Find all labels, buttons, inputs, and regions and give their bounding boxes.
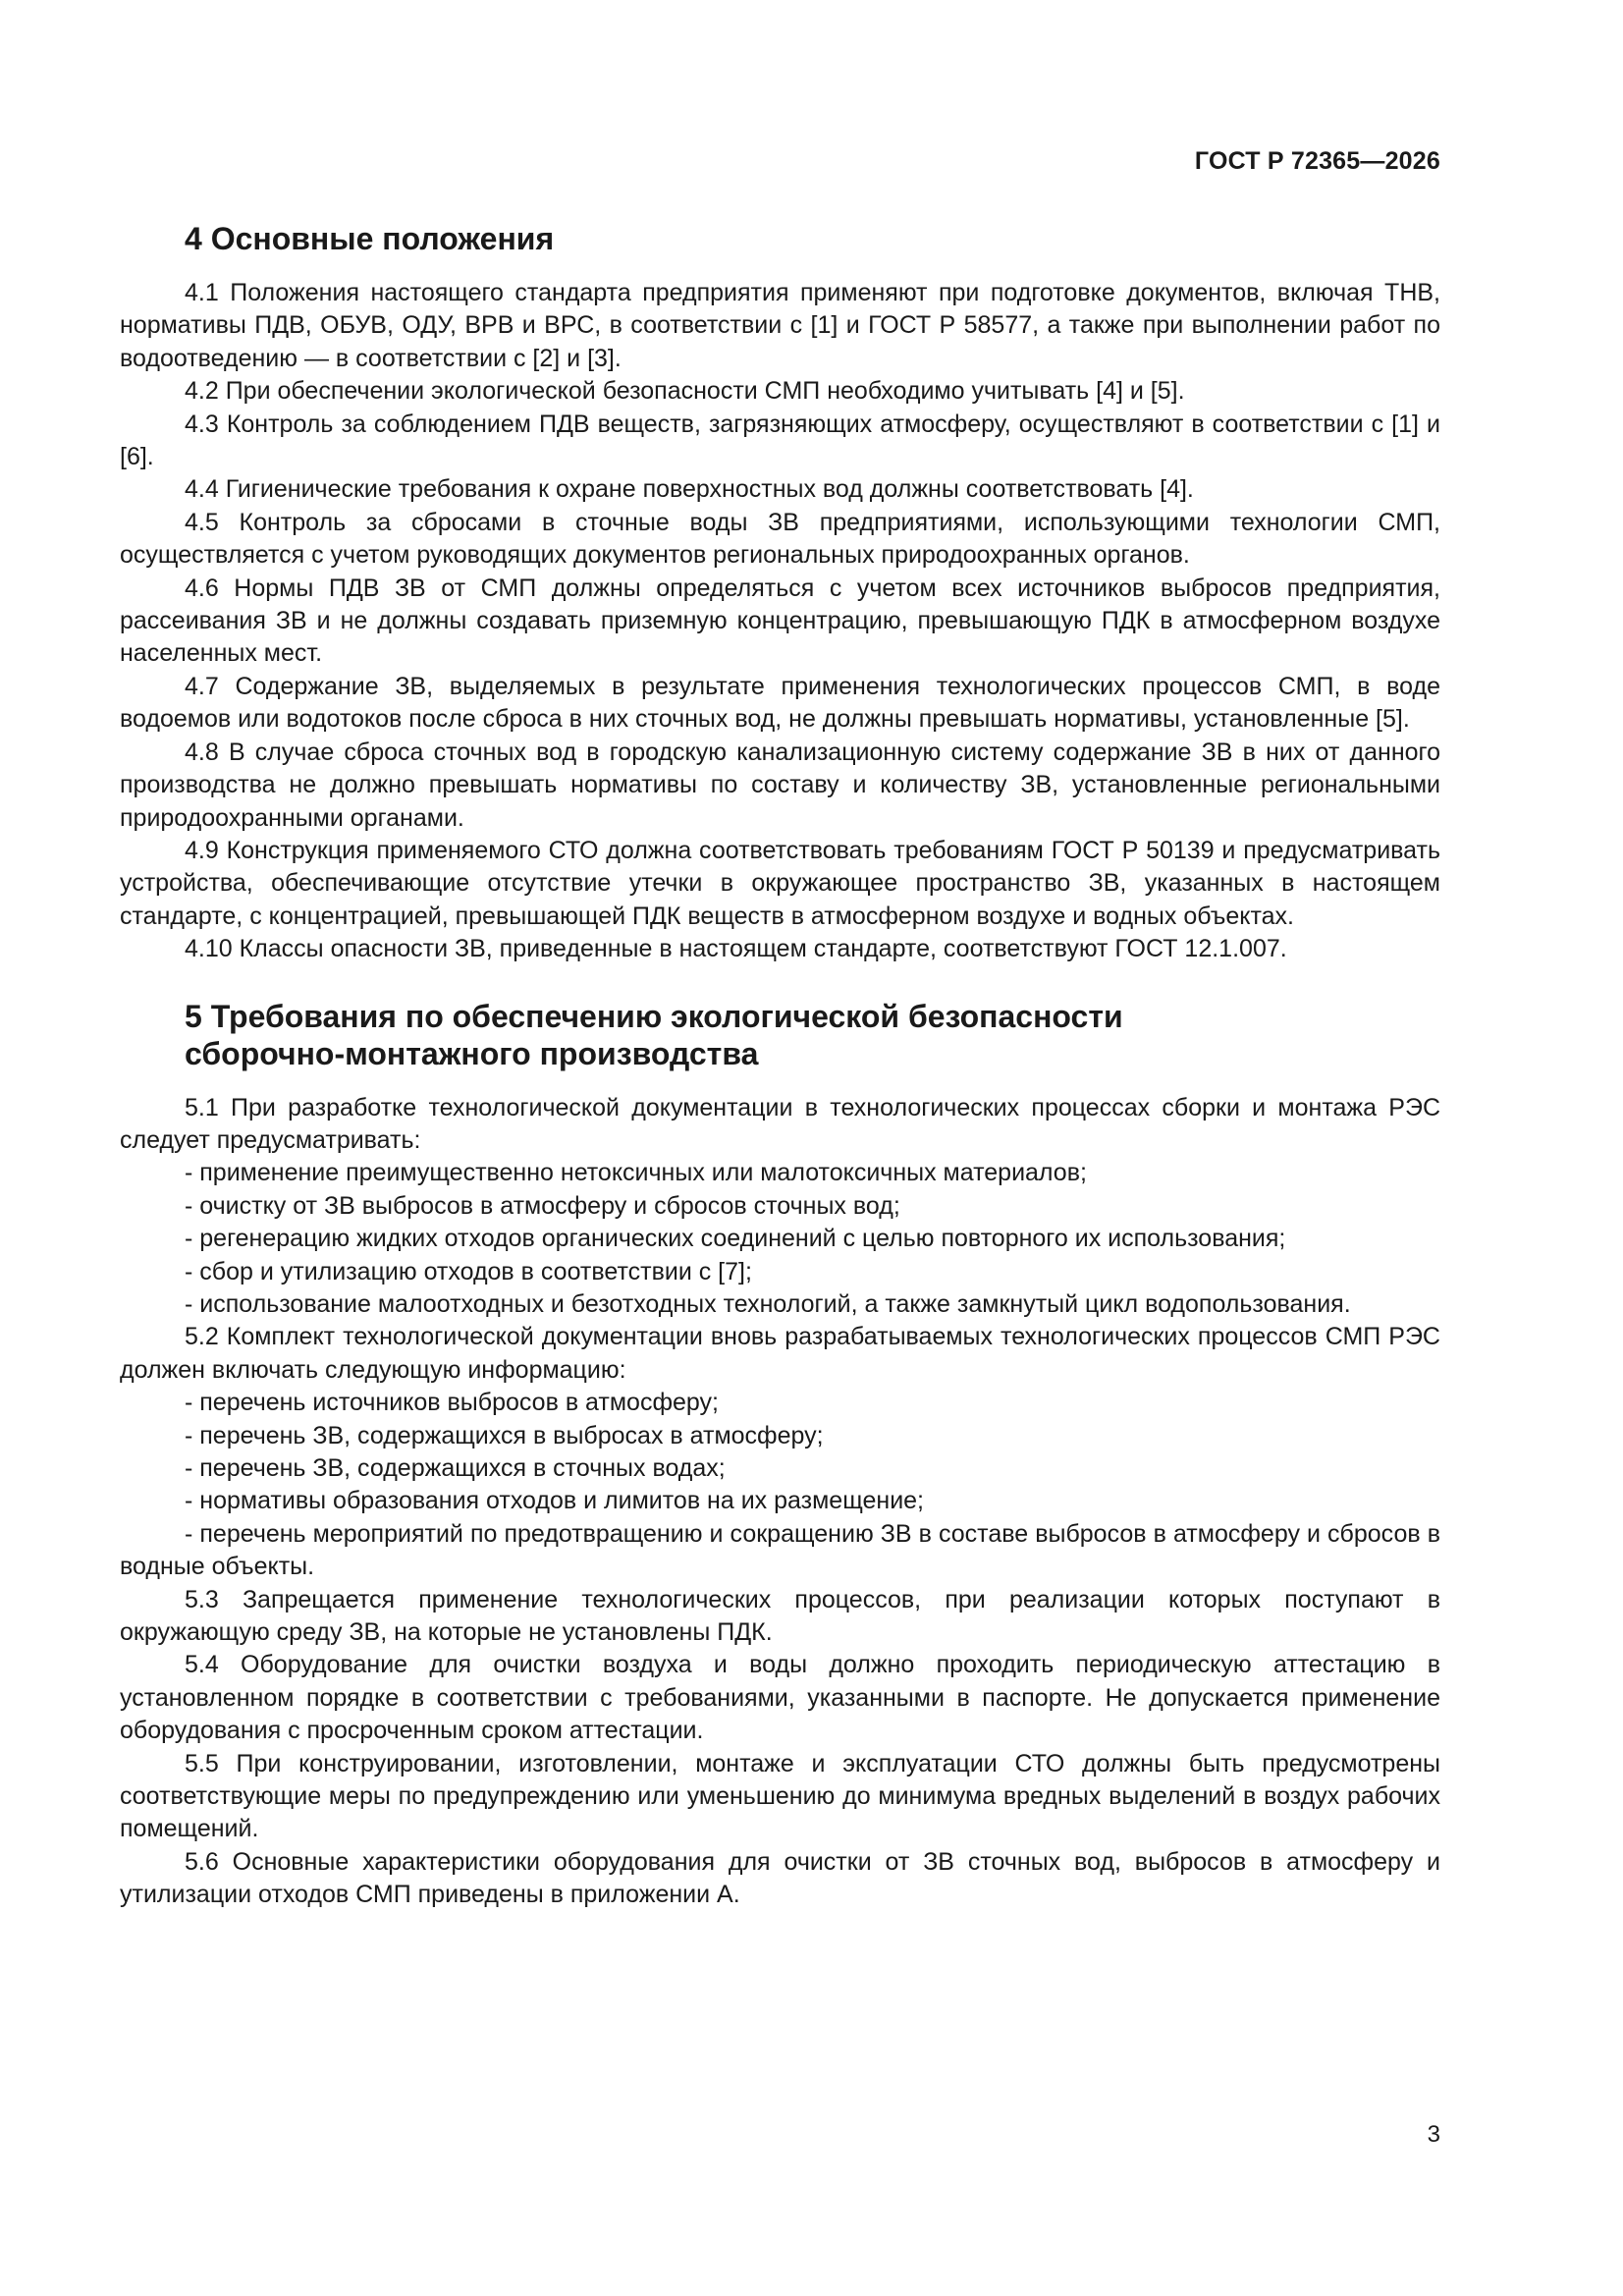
paragraph-4-9: 4.9 Конструкция применяемого СТО должна соответствовать требованиям ГОСТ Р 50139 и предусматривать устройства, обеспечивающие отсутствие утечки в окружающее пространство ЗВ, указанных в настоящем стандарте, с концентрацией, превышающей ПДК веществ в атмосферном воздухе и водных объектах. bbox=[120, 836, 1440, 930]
list-item: - перечень ЗВ, содержащихся в сточных водах; bbox=[185, 1454, 726, 1482]
section-5-title-line-2: сборочно-монтажного производства bbox=[185, 1035, 759, 1071]
list-item: - перечень мероприятий по предотвращению и сокращению ЗВ в составе выбросов в атмосферу и сбросов в водные объекты. bbox=[120, 1519, 1440, 1581]
paragraph-4-5: 4.5 Контроль за сбросами в сточные воды ЗВ предприятиями, использующими технологии СМП, осуществляется с учетом руководящих документов региональных природоохранных органов. bbox=[120, 508, 1440, 570]
list-item: - перечень источников выбросов в атмосферу; bbox=[185, 1389, 719, 1417]
list-item: - сбор и утилизацию отходов в соответствии с [7]; bbox=[185, 1257, 752, 1285]
paragraph-5-5: 5.5 При конструировании, изготовлении, монтаже и эксплуатации СТО должны быть предусмотрены соответствующие меры по предупреждению или уменьшению до минимума вредных выделений в воздух рабочих помещений. bbox=[120, 1749, 1440, 1843]
paragraph-5-4: 5.4 Оборудование для очистки воздуха и воды должно проходить периодическую аттестацию в установленном порядке в соответствии с требованиями, указанными в паспорте. Не допускается применение оборудования с просроченным сроком аттестации. bbox=[120, 1651, 1440, 1745]
page-number: 3 bbox=[1427, 2121, 1440, 2148]
paragraph-4-7: 4.7 Содержание ЗВ, выделяемых в результате применения технологических процессов СМП, в воде водоемов или водотоков после сброса в них сточных вод, не должны превышать нормативы, установленные [5]. bbox=[120, 672, 1440, 734]
list-item: - нормативы образования отходов и лимитов на их размещение; bbox=[185, 1487, 925, 1515]
section-5-title-line-1: 5 Требования по обеспечению экологической безопасности bbox=[185, 998, 1123, 1034]
paragraph-5-3: 5.3 Запрещается применение технологических процессов, при реализации которых поступают в окружающую среду ЗВ, на которые не установлены ПДК. bbox=[120, 1585, 1440, 1647]
list-item: - очистку от ЗВ выбросов в атмосферу и сбросов сточных вод; bbox=[185, 1191, 900, 1220]
section-4-title: 4 Основные положения bbox=[185, 221, 555, 256]
paragraph-5-1: 5.1 При разработке технологической документации в технологических процессах сборки и монтажа РЭС следует предусматривать: bbox=[120, 1093, 1440, 1154]
paragraph-4-1: 4.1 Положения настоящего стандарта предприятия применяют при подготовке документов, включая ТНВ, нормативы ПДВ, ОБУВ, ОДУ, ВРВ и ВРС, в соответствии с [1] и ГОСТ Р 58577, а также при выполнении работ по водоотведению — в соответствии с [2] и [3]. bbox=[120, 279, 1440, 372]
paragraph-5-2: 5.2 Комплект технологической документации вновь разрабатываемых технологических процессов СМП РЭС должен включать следующую информацию: bbox=[120, 1323, 1440, 1384]
paragraph-4-6: 4.6 Нормы ПДВ ЗВ от СМП должны определяться с учетом всех источников выбросов предприятия, рассеивания ЗВ и не должны создавать приземную концентрацию, превышающую ПДК в атмосферном воздухе населенных мест. bbox=[120, 574, 1440, 668]
paragraph-4-4: 4.4 Гигиенические требования к охране поверхностных вод должны соответствовать [4]. bbox=[185, 475, 1194, 504]
paragraph-4-2: 4.2 При обеспечении экологической безопасности СМП необходимо учитывать [4] и [5]. bbox=[185, 377, 1185, 406]
list-item: - применение преимущественно нетоксичных или малотоксичных материалов; bbox=[185, 1159, 1087, 1187]
paragraph-4-10: 4.10 Классы опасности ЗВ, приведенные в настоящем стандарте, соответствуют ГОСТ 12.1.007. bbox=[185, 935, 1287, 963]
list-item: - перечень ЗВ, содержащихся в выбросах в атмосферу; bbox=[185, 1421, 824, 1449]
paragraph-4-8: 4.8 В случае сброса сточных вод в городскую канализационную систему содержание ЗВ в них от данного производства не должно превышать нормативы по составу и количеству ЗВ, установленные региональными природоохранными органами. bbox=[120, 738, 1440, 832]
document-code: ГОСТ Р 72365—2026 bbox=[1194, 147, 1440, 175]
paragraph-5-6: 5.6 Основные характеристики оборудования для очистки от ЗВ сточных вод, выбросов в атмосферу и утилизации отходов СМП приведены в приложении А. bbox=[120, 1847, 1440, 1909]
section-5-title bbox=[185, 998, 1440, 1072]
paragraph-4-3: 4.3 Контроль за соблюдением ПДВ веществ, загрязняющих атмосферу, осуществляют в соответствии с [1] и [6]. bbox=[120, 410, 1440, 471]
list-item: - использование малоотходных и безотходных технологий, а также замкнутый цикл водопользования. bbox=[185, 1289, 1351, 1318]
document-body bbox=[120, 220, 1440, 1912]
list-item: - регенерацию жидких отходов органических соединений с целью повторного их использования; bbox=[185, 1225, 1286, 1253]
